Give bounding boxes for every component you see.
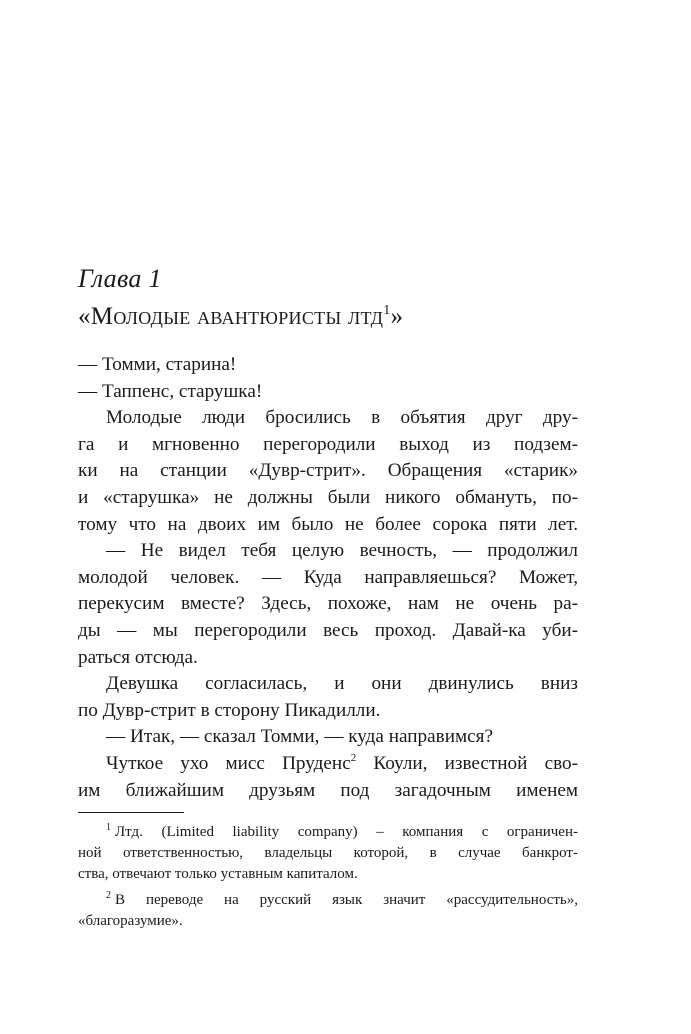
footnote-text: Лтд. (Limited liability company) – компания с ограничен- <box>115 824 578 840</box>
footnote-line: «благоразумие». <box>78 912 183 929</box>
text-line: тому что на двоих им было не более сорока пяти лет. <box>78 513 578 535</box>
text-line: — Не видел тебя целую вечность, — продолжил <box>106 540 578 562</box>
text-line: ды — мы перегородили весь проход. Давай-ка уби- <box>78 619 578 641</box>
footnote-number: 1 <box>106 822 111 833</box>
chapter-label: Глава 1 <box>78 264 162 293</box>
footnote-number: 2 <box>106 889 111 901</box>
footnote-line <box>78 890 578 911</box>
text-line: раться отсюда. <box>78 646 198 668</box>
text-line: — Итак, — сказал Томми, — куда направимся? <box>106 726 493 748</box>
text-line: им ближайшим друзьям под загадочным именем <box>78 779 578 801</box>
footnote-line: ной ответственностью, владельцы которой, в случае банкрот- <box>78 845 578 862</box>
footnote-2 <box>78 890 578 932</box>
footnotes <box>78 822 578 932</box>
chapter-title <box>78 300 403 334</box>
text-line: и «старушка» не должны были никого обмануть, по- <box>78 486 578 508</box>
footnote-ref: 2 <box>350 751 357 764</box>
text-line: Молодые люди бросились в объятия друг дру- <box>106 407 578 429</box>
chapter-title-note-ref: 1 <box>383 303 391 318</box>
text-line-part: Чуткое ухо мисс Пруденс <box>106 752 351 774</box>
footnote-line: ства, отвечают только уставным капиталом. <box>78 866 358 883</box>
text-line: по Дувр-стрит в сторону Пикадилли. <box>78 699 381 721</box>
text-line: молодой человек. — Куда направляешься? Может, <box>78 566 578 588</box>
body-text <box>78 352 578 804</box>
text-line-part: Коули, известной сво- <box>356 752 578 774</box>
footnote-divider <box>78 812 184 813</box>
text-line: ки на станции «Дувр-стрит». Обращения «старик» <box>78 460 578 482</box>
footnote-line <box>78 822 578 843</box>
text-line: га и мгновенно перегородили выход из подзем- <box>78 433 578 455</box>
footnote-text: В переводе на русский язык значит «рассудительность», <box>115 891 578 908</box>
text-line <box>78 751 578 778</box>
text-line: — Таппенс, старушка! <box>78 380 263 402</box>
text-line: Девушка согласилась, и они двинулись вниз <box>106 673 578 695</box>
book-page <box>78 0 578 1034</box>
text-line: — Томми, старина! <box>78 354 237 375</box>
chapter-title-text: «Молодые авантюристы лтд <box>78 303 384 330</box>
chapter-title-close: » <box>390 303 404 330</box>
text-line: перекусим вместе? Здесь, похоже, нам не очень ра- <box>78 593 578 615</box>
footnote-1 <box>78 822 578 886</box>
